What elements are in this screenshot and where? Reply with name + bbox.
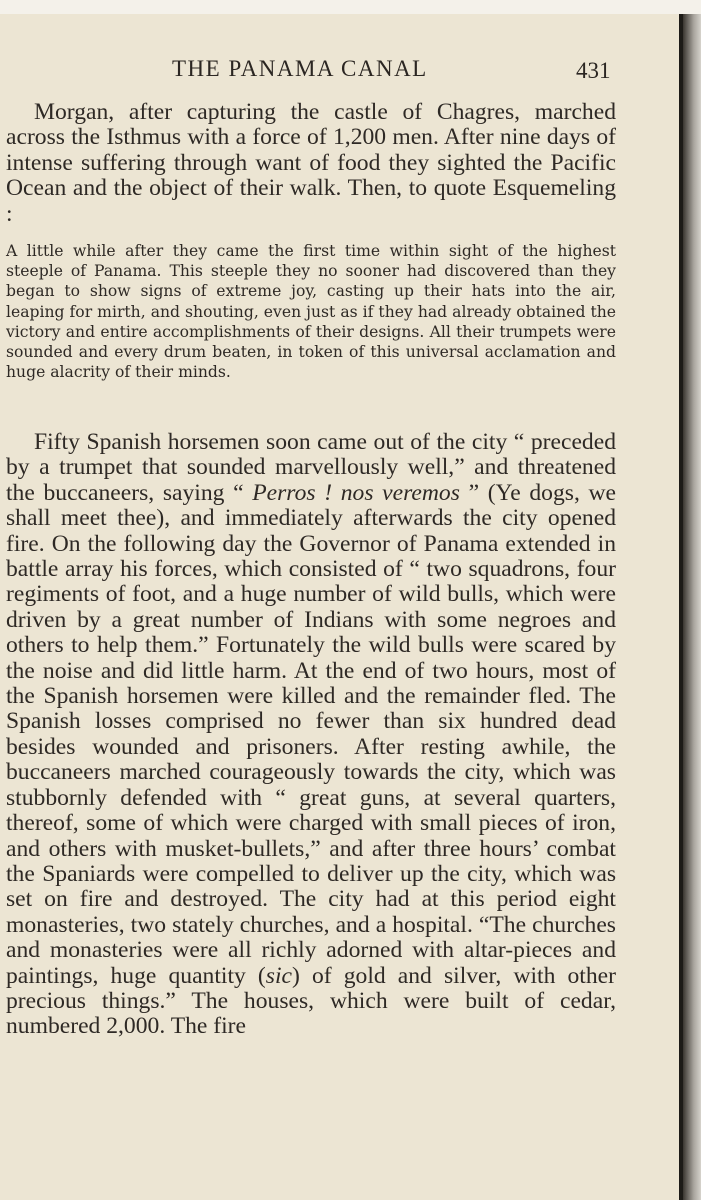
spanish-phrase: Perros ! nos veremos xyxy=(252,479,460,506)
paragraph-battle xyxy=(6,430,616,1040)
running-title: THE PANAMA CANAL xyxy=(172,56,428,81)
page-number: 431 xyxy=(576,58,611,83)
block-quote-esquemeling: A little while after they came the first time within sight of the highest steeple of Panama. This steeple they no sooner had discovered than they began to show signs of extreme joy, casting up their hats into the air, leaping for mirth, and shouting, even just as if they had already obtained the victory and entire accomplishments of their designs. All their trumpets were sounded and every drum beaten, in token of this universal acclamation and huge alacrity of their minds. xyxy=(6,242,616,382)
paragraph-intro: Morgan, after capturing the castle of Chagres, marched across the Isthmus with a force of 1,200 men. After nine days of intense suffering through want of food they sighted the Pacific Ocean and the object of their walk. Then, to quote Esquemeling : xyxy=(6,99,616,227)
scan-top-margin xyxy=(0,0,701,14)
scan-page-edge xyxy=(683,14,701,1200)
paragraph-battle-text-1: Fifty Spanish horsemen soon came out of the city “ preceded by a trumpet that sounded marvellously well,” and threatened the buccaneers, saying “ xyxy=(6,429,616,506)
paragraph-battle-text-3: ) of gold and silver, with other precious things.” The houses, which were built of cedar, numbered 2,000. The fire xyxy=(6,962,616,1040)
sic-note: sic xyxy=(265,962,292,989)
paragraph-battle-text-2: ” (Ye dogs, we shall meet thee), and immediately afterwards the city opened fire. On the following day the Governor of Panama extended in battle array his forces, which consisted of “ two squadrons, four regiments of foot, and a huge number of wild bulls, which were driven by a great number of Indians with some negroes and others to help them.” Fortunately the wild bulls were scared by the noise and did little harm. At the end of two hours, most of the Spanish horsemen were killed and the remainder fled. The Spanish losses comprised no fewer than six hundred dead besides wounded and prisoners. After resting awhile, the buccaneers marched courageously towards the city, which was stubbornly defended with “ great guns, at several quarters, thereof, some of which were charged with small pieces of iron, and others with musket-bullets,” and after three hours’ combat the Spaniards were compelled to deliver up the city, which was set on fire and destroyed. The city had at this period eight monasteries, two stately churches, and a hospital. “The churches and monasteries were all richly adorned with altar-pieces and paintings, huge quantity ( xyxy=(6,479,617,989)
